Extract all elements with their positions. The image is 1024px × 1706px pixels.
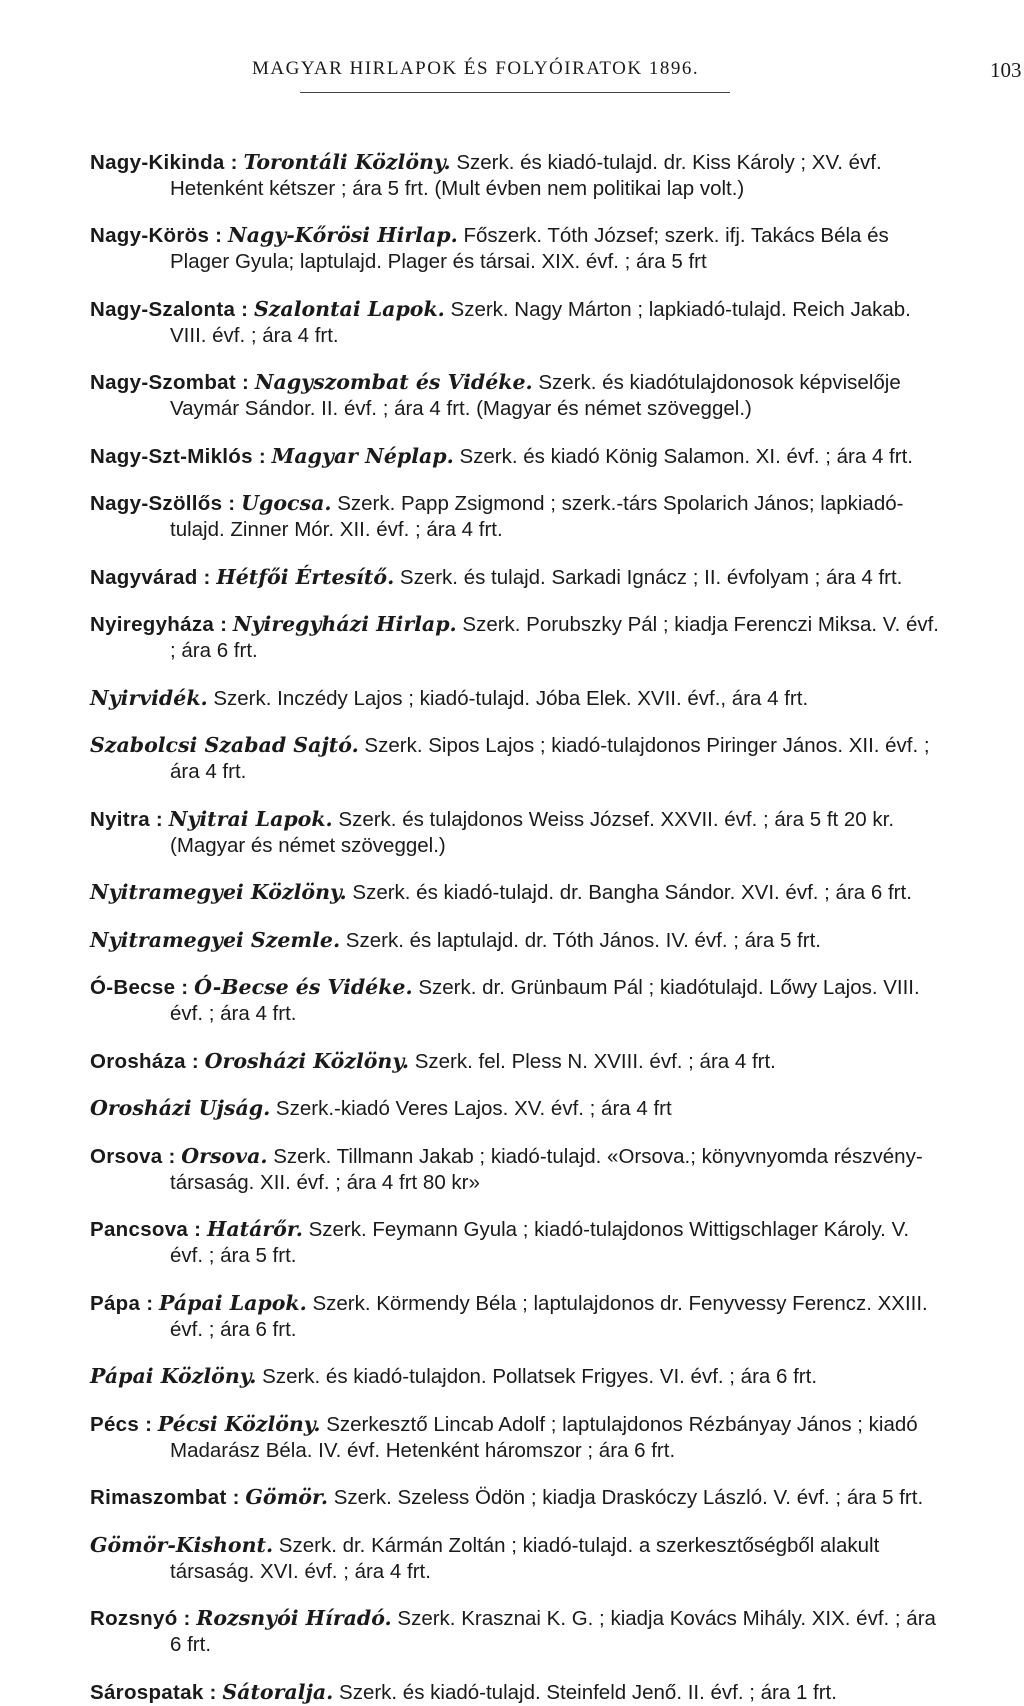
directory-entry	[90, 1095, 945, 1122]
entry-details: Szerk. Feymann Gyula ; kiadó-tulajdonos Wittigschlager Károly. V. évf. ; ára 5 frt.	[170, 1218, 910, 1267]
entry-place: Orosháza :	[90, 1049, 199, 1073]
entry-details: Szerk. Papp Zsigmond ; szerk.-társ Spolarich János; lapkiadó-tulajd. Zinner Mór. XII. évf. ; ára 4 frt.	[170, 492, 904, 541]
entry-place: Nyiregyháza :	[90, 613, 228, 636]
entry-paper-title: Nagy-Kőrösi Hirlap.	[228, 223, 458, 247]
directory-entry	[90, 1290, 945, 1343]
entry-place: Orsova :	[90, 1144, 176, 1168]
directory-entry	[90, 149, 945, 202]
directory-entry	[90, 974, 945, 1027]
entry-details: Szerk. Szeless Ödön ; kiadja Draskóczy László. V. évf. ; ára 5 frt.	[333, 1486, 924, 1509]
directory-entry	[90, 1363, 945, 1390]
entry-details: Szerk. és kiadótulajdonosok képviselője Vaymár Sándor. II. évf. ; ára 4 frt. (Magyar és német szöveggel.)	[170, 371, 901, 420]
entry-place: Pécs :	[90, 1412, 153, 1436]
entry-details: Szerk. Sipos Lajos ; kiadó-tulajdonos Piringer János. XII. évf. ; ára 4 frt.	[170, 734, 930, 783]
entry-paper-title: Orsova.	[181, 1143, 268, 1168]
entry-details: Szerk. és tulajd. Sarkadi Ignácz ; II. évfolyam ; ára 4 frt.	[399, 565, 903, 589]
entry-details: Szerk. dr. Grünbaum Pál ; kiadótulajd. Lőwy Lajos. VIII. évf. ; ára 4 frt.	[170, 976, 920, 1025]
entry-paper-title: Nyitramegyei Szemle.	[90, 927, 341, 952]
entry-paper-title: Rozsnyói Híradó.	[196, 1606, 392, 1630]
entry-place: Nagy-Szombat :	[90, 371, 250, 394]
directory-entry	[90, 1216, 945, 1269]
directory-entry	[90, 564, 945, 591]
entry-paper-title: Nyirvidék.	[90, 685, 208, 710]
entry-details: Szerk. és kiadó-tulajd. Steinfeld Jenő. II. évf. ; ára 1 frt.	[339, 1680, 837, 1704]
entry-paper-title: Nyitrai Lapok.	[168, 806, 333, 831]
entry-paper-title: Sátoralja.	[222, 1679, 334, 1704]
entry-details: Szerk. fel. Pless N. XVIII. évf. ; ára 4 frt.	[414, 1049, 776, 1073]
entry-paper-title: Szabolcsi Szabad Sajtó.	[90, 733, 359, 757]
entry-details: Szerk. és kiadó König Salamon. XI. évf. ; ára 4 frt.	[459, 444, 913, 468]
directory-entry	[90, 296, 945, 349]
directory-entry	[90, 369, 945, 422]
entry-details: Szerk.-kiadó Veres Lajos. XV. évf. ; ára 4 frt	[275, 1097, 672, 1120]
directory-entry	[90, 1484, 945, 1511]
entry-place: Pancsova :	[90, 1218, 202, 1241]
entry-paper-title: Pápai Közlöny.	[90, 1364, 257, 1388]
entry-place: Nagy-Kikinda :	[90, 150, 238, 174]
entry-details: Szerk. Inczédy Lajos ; kiadó-tulajd. Jóba Elek. XVII. évf., ára 4 frt.	[213, 686, 809, 710]
entry-place: Ó-Becse :	[90, 976, 189, 999]
entry-paper-title: Gömör.	[245, 1485, 329, 1509]
entry-paper-title: Nagyszombat és Vidéke.	[254, 370, 533, 394]
directory-entry	[90, 1605, 945, 1658]
running-title: MAGYAR HIRLAPOK ÉS FOLYÓIRATOK 1896.	[252, 58, 700, 79]
entry-paper-title: Hétfői Értesítő.	[216, 564, 395, 589]
directory-entry	[90, 443, 945, 470]
entry-details: Szerk. Körmendy Béla ; laptulajdonos dr. Fenyvessy Ferencz. XXIII. évf. ; ára 6 frt.	[170, 1291, 928, 1341]
directory-entry	[90, 927, 945, 954]
entry-place: Nagy-Szalonta :	[90, 297, 249, 321]
entry-details: Szerk. Nagy Márton ; lapkiadó-tulajd. Reich Jakab. VIII. évf. ; ára 4 frt.	[170, 297, 911, 347]
entry-details: Szerk. és kiadó-tulajd. dr. Bangha Sándor. XVI. évf. ; ára 6 frt.	[352, 881, 912, 904]
entry-details: Szerk. dr. Kármán Zoltán ; kiadó-tulajd. a szerkesztőségből alakult társaság. XVI. évf. ; ára 4 frt.	[170, 1533, 880, 1583]
page-number: 103	[990, 58, 1022, 82]
entry-paper-title: Pápai Lapok.	[159, 1290, 307, 1315]
directory-entry	[90, 806, 945, 859]
entry-paper-title: Pécsi Közlöny.	[157, 1411, 321, 1436]
entry-place: Rozsnyó :	[90, 1607, 191, 1630]
directory-entry	[90, 732, 945, 785]
entry-paper-title: Ó-Becse és Vidéke.	[194, 975, 413, 999]
entry-paper-title: Nyiregyházi Hirlap.	[232, 612, 457, 636]
entry-place: Pápa :	[90, 1291, 154, 1315]
entry-place: Nagy-Körös :	[90, 224, 223, 247]
entry-place: Nyitra :	[90, 807, 164, 831]
directory-entry	[90, 222, 945, 275]
directory-list	[0, 128, 1024, 1706]
page-header	[0, 52, 1024, 88]
entry-paper-title: Magyar Néplap.	[271, 443, 454, 468]
directory-entry	[90, 685, 945, 712]
directory-entry	[90, 1532, 945, 1585]
directory-entry	[90, 1411, 945, 1464]
directory-entry	[90, 1048, 945, 1075]
entry-paper-title: Szalontai Lapok.	[253, 296, 445, 321]
directory-entry	[90, 611, 945, 664]
entry-paper-title: Ugocsa.	[241, 491, 332, 515]
header-rule	[300, 92, 730, 93]
entry-paper-title: Orosházi Ujság.	[90, 1096, 271, 1120]
entry-details: Szerk. Krasznai K. G. ; kiadja Kovács Mihály. XIX. évf. ; ára 6 frt.	[170, 1607, 936, 1656]
entry-place: Nagyvárad :	[90, 565, 211, 589]
entry-paper-title: Nyitramegyei Közlöny.	[90, 880, 347, 904]
entry-place: Nagy-Szöllős :	[90, 492, 236, 515]
entry-place: Rimaszombat :	[90, 1486, 240, 1509]
directory-entry	[90, 1679, 945, 1706]
entry-paper-title: Torontáli Közlöny.	[243, 149, 451, 174]
entry-details: Szerk. és tulajdonos Weiss József. XXVII. évf. ; ára 5 ft 20 kr. (Magyar és német szöveggel.)	[170, 807, 895, 857]
entry-paper-title: Határőr.	[206, 1217, 303, 1241]
entry-paper-title: Orosházi Közlöny.	[204, 1048, 410, 1073]
entry-details: Szerkesztő Lincab Adolf ; laptulajdonos Rézbányay János ; kiadó Madarász Béla. IV. évf. Hetenként háromszor ; ára 6 frt.	[170, 1412, 918, 1462]
entry-paper-title: Gömör-Kishont.	[90, 1532, 274, 1557]
directory-entry	[90, 490, 945, 543]
entry-details: Szerk. Tillmann Jakab ; kiadó-tulajd. «Orsova.; könyvnyomda részvény-társaság. XII. évf. ; ára 4 frt 80 kr»	[170, 1144, 923, 1194]
entry-details: Szerk. és kiadó-tulajd. dr. Kiss Károly ; XV. évf. Hetenként kétszer ; ára 5 frt. (Mult évben nem politikai lap volt.)	[170, 150, 882, 200]
directory-entry	[90, 1143, 945, 1196]
entry-details: Főszerk. Tóth József; szerk. ifj. Takács Béla és Plager Gyula; laptulajd. Plager és társai. XIX. évf. ; ára 5 frt	[170, 224, 889, 273]
entry-place: Nagy-Szt-Miklós :	[90, 444, 266, 468]
entry-details: Szerk. és kiadó-tulajdon. Pollatsek Frigyes. VI. évf. ; ára 6 frt.	[262, 1365, 818, 1388]
entry-place: Sárospatak :	[90, 1680, 217, 1704]
entry-details: Szerk. és laptulajd. dr. Tóth János. IV. évf. ; ára 5 frt.	[345, 928, 821, 952]
entry-details: Szerk. Porubszky Pál ; kiadja Ferenczi Miksa. V. évf. ; ára 6 frt.	[170, 613, 940, 662]
directory-entry	[90, 879, 945, 906]
